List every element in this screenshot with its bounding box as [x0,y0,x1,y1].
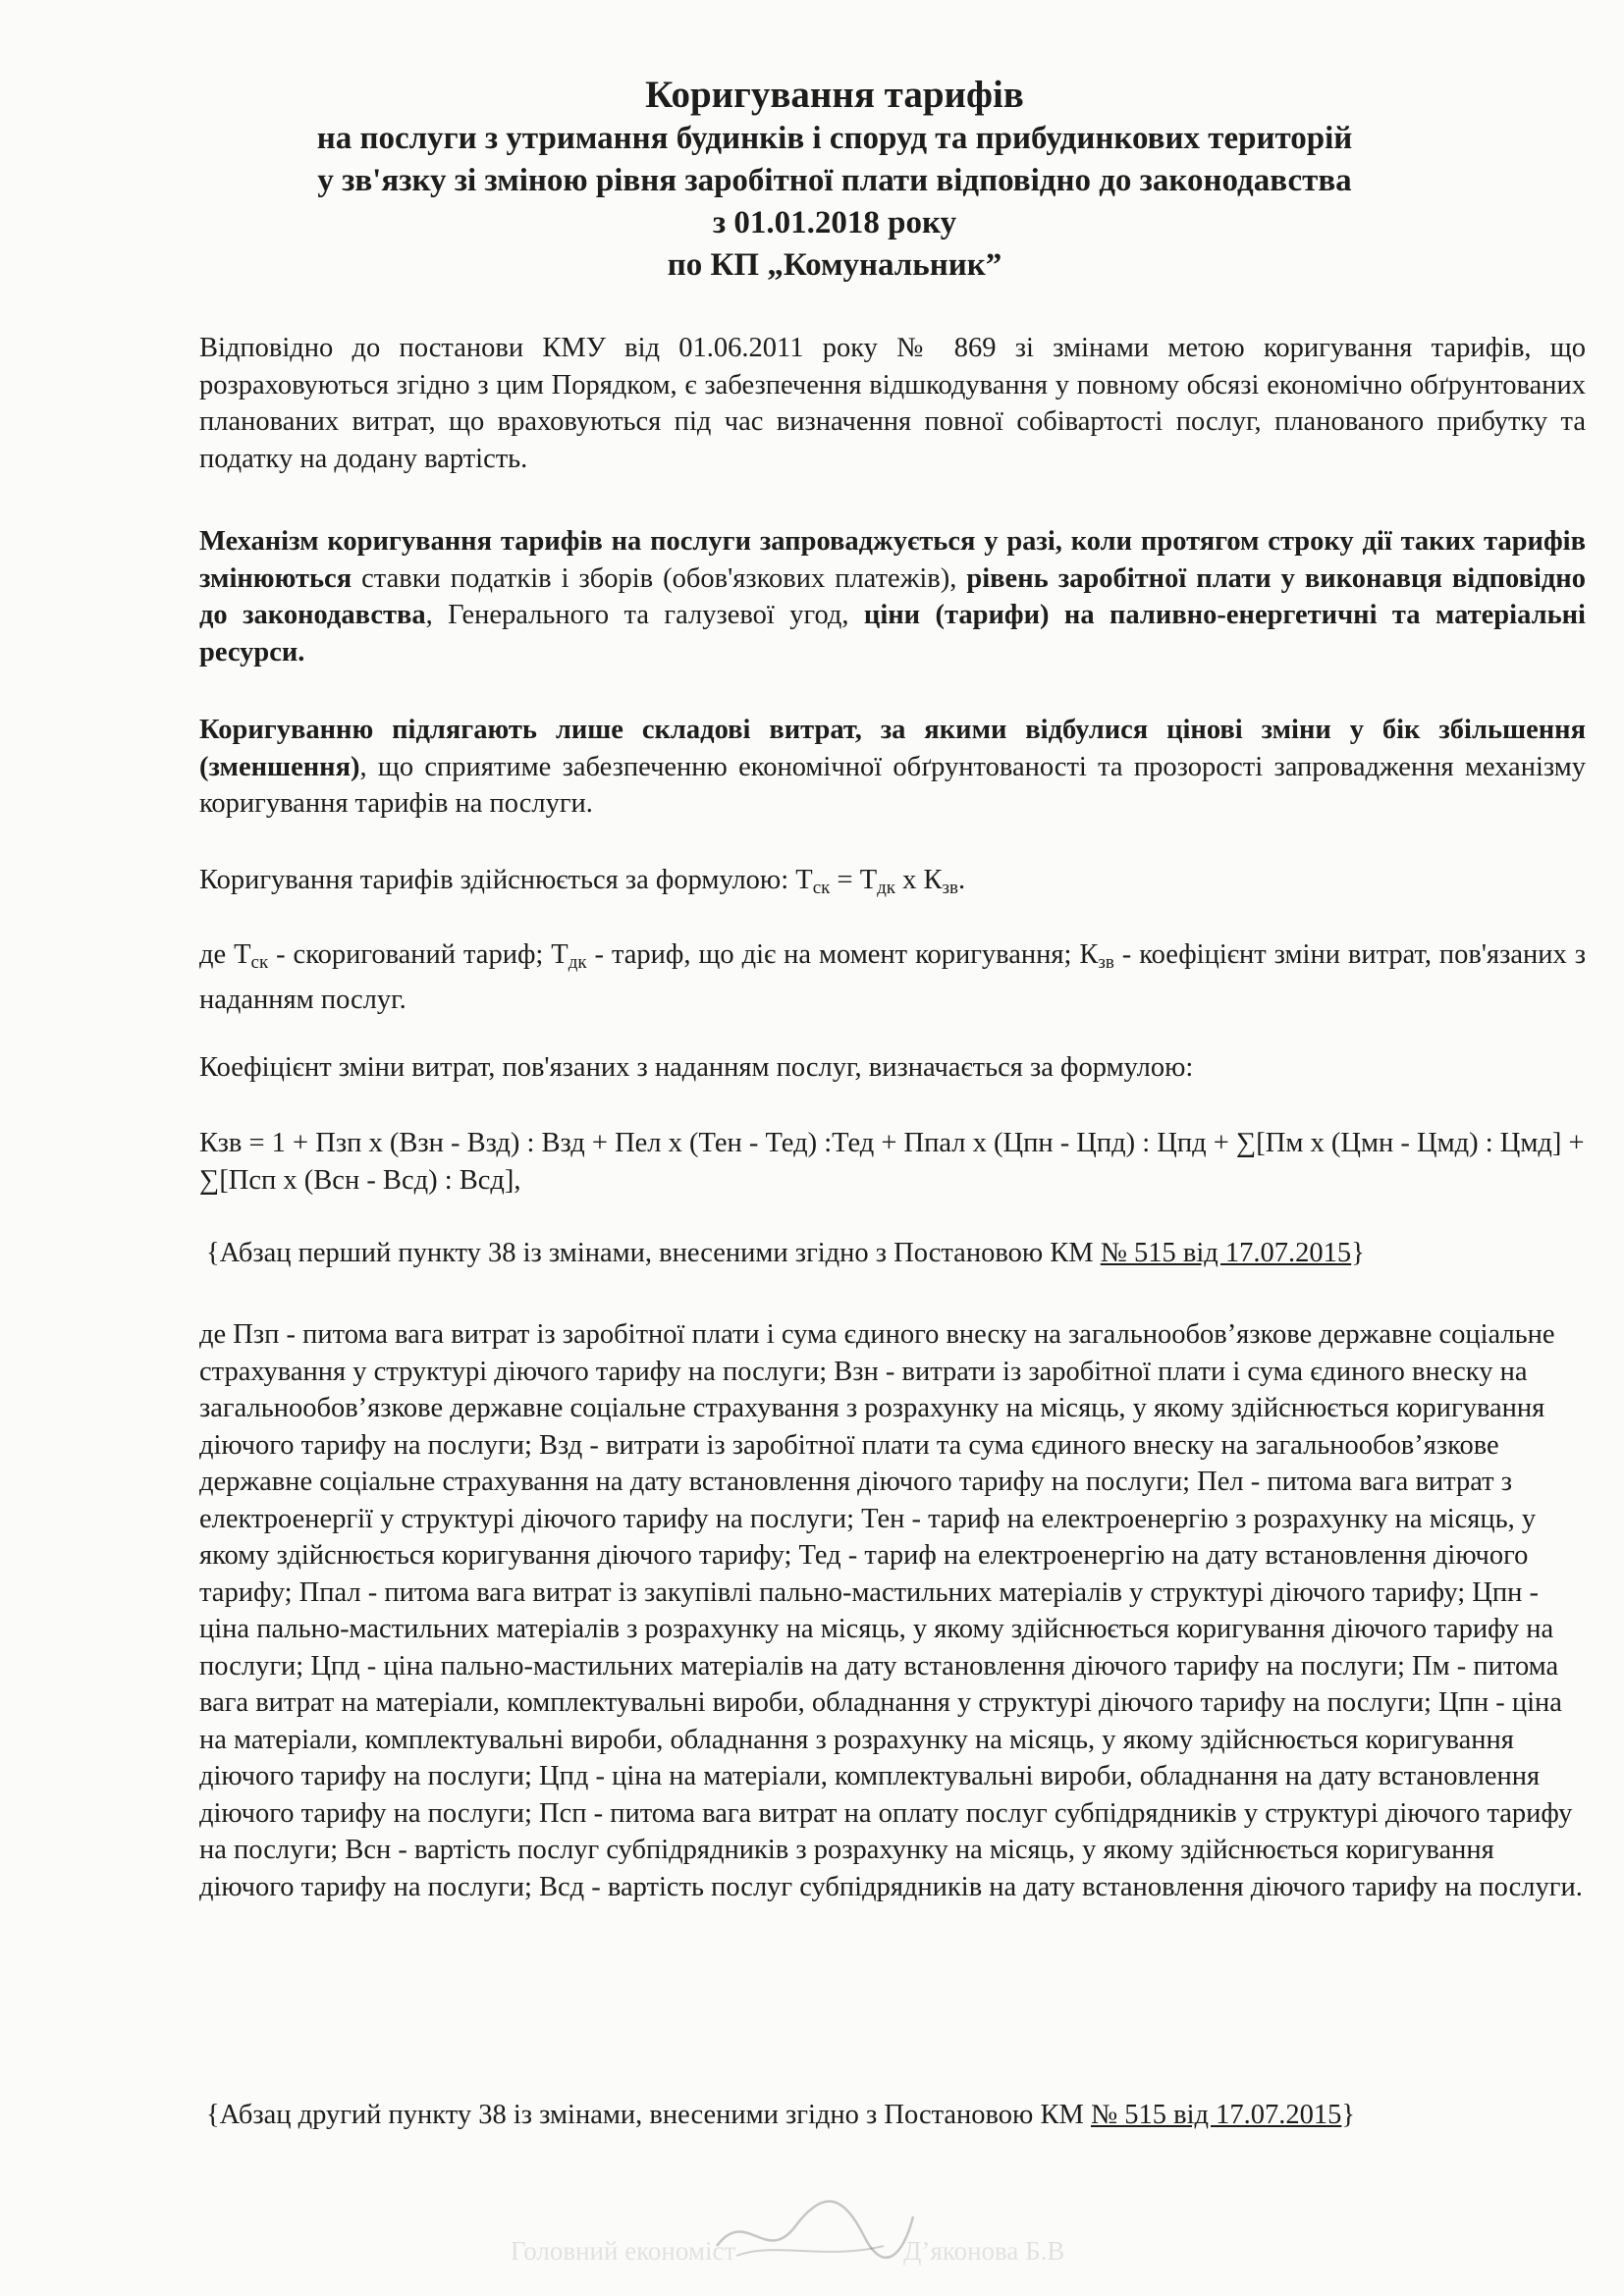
bleed-through-text: Д’яконова Б.В [903,2236,1065,2266]
where-k: К [1079,939,1099,970]
document-title [196,73,1473,287]
resolution-link[interactable]: № 515 від 17.07.2015 [1090,2100,1342,2130]
formula-tariff [199,862,1586,907]
note-paragraph-2 [206,2097,1593,2134]
formula-t: Т [795,865,813,895]
where-text: - коефіцієнт зміни витрат, пов'язаних з наданням послуг. [199,939,1586,1015]
paragraph-definitions: де Пзп - питома вага витрат із заробітної плати і сума єдиного внеску на загальнообов’язкове державне соціальне страхування у структурі діючого тарифу на послуги; Взн - витрати із заробітної плати і сума єдиного внеску на загальнообов’язкове державне соціальне страхування з розрахунку на місяць, у якому здійснюється коригування діючого тарифу на послуги; Взд - витрати із заробітної плати та сума єдиного внеску на загальнообов’язкове державне соціальне страхування на дату встановлення діючого тарифу на послуги; Пел - питома вага витрат з електроенергії у структурі діючого тарифу на послуги; Тен - тариф на електроенергію з розрахунку на місяць, у якому здійснюється коригування діючого тарифу; Тед - тариф на електроенергію на дату встановлення діючого тарифу; Ппал - питома вага витрат із закупівлі пально-мастильних матеріалів у структурі діючого тарифу; Цпн - ціна пально-мастильних матеріалів з розрахунку на місяць, у якому здійснюється коригування діючого тарифу на послуги; Цпд - ціна пально-мастильних матеріалів на дату встановлення діючого тарифу на послуги; Пм - питома вага витрат на матеріали, комплектувальні вироби, обладнання у структурі діючого тарифу на послуги; Цпн - ціна на матеріали, комплектувальні вироби, обладнання з розрахунку на місяць, у якому здійснюється коригування діючого тарифу на послуги; Цпд - ціна на матеріали, комплектувальні вироби, обладнання на дату встановлення діючого тарифу на послуги; Псп - питома вага витрат на оплату послуг субпідрядників у структурі діючого тарифу на послуги; Всн - вартість послуг субпідрядників з розрахунку на місяць, у якому здійснюється коригування діючого тарифу на послуги; Всд - вартість послуг субпідрядників на дату встановлення діючого тарифу на послуги. [199,1319,1583,1902]
where-t: Т [551,939,568,970]
adjustable-text: , що сприятиме забезпеченню економічної обґрунтованості та прозорості запровадження механізму коригування тарифів на послуги. [199,751,1586,819]
mechanism-bold-1: Механізм коригування тарифів на послуги запроваджується у разі, коли протягом строку дії таких тарифів змінюються [199,526,1586,594]
formula-sub: ск [812,878,831,898]
mechanism-text-1: ставки податків і зборів (обов'язкових платежів), [352,562,967,594]
title-line-3: у зв'язку зі зміною рівня заробітної плати відповідно до законодавства [317,163,1352,198]
paragraph-mechanism [199,523,1586,670]
mechanism-bold-3: ціни (тарифи) на паливно-енергетичні та матеріальні ресурси. [199,600,1586,667]
where-text: - скоригований тариф; [268,939,552,970]
formula-coefficient: Кзв = 1 + Пзп х (Взн - Взд) : Взд + Пел х (Тен - Тед) :Тед + Ппал х (Цпн - Цпд) : Цпд + ∑[Пм х (Цмн - Цмд) : Цмд] + ∑[Псп х (Всн - Всд) : Всд], [199,1128,1585,1196]
formula-k: К [923,865,943,895]
where-sub: ск [250,952,269,973]
title-line-1: Коригування тарифів [645,74,1024,116]
resolution-link[interactable]: № 515 від 17.07.2015 [1100,1238,1352,1268]
note-end: } [1341,2100,1356,2130]
adjustable-bold: Коригуванню підлягають лише складові витрат, за якими відбулися цінові зміни у бік збільшення (зменшення) [199,715,1586,782]
formula-sub: зв [942,878,959,898]
formula-t: Т [859,865,878,895]
mechanism-text-2: , Генерального та галузевої угод, [425,600,864,630]
paragraph-coefficient: Коефіцієнт зміни витрат, пов'язаних з наданням послуг, визначається за формулою: [199,1052,1194,1083]
where-sub: зв [1098,952,1114,973]
paragraph-where-1 [199,936,1586,1018]
where-sub: дк [568,952,587,973]
title-line-5: по КП „Комунальник” [667,247,1002,283]
title-line-4: з 01.01.2018 року [712,205,957,240]
note-end: } [1351,1238,1365,1268]
title-line-2: на послуги з утримання будинків і споруд та прибудинкових територій [316,121,1353,156]
where-text: де [199,939,235,970]
paragraph-intro: Відповідно до постанови КМУ від 01.06.2011 року № 869 зі змінами метою коригування тарифів, що розраховуються згідно з цим Порядком, є забезпечення відшкодування у повному обсязі економічно обґрунтованих планованих витрат, що враховуються під час визначення повної собівартості послуг, планованого прибутку та податку на додану вартість. [199,333,1586,474]
note-text: {Абзац другий пункту 38 із змінами, внесеними згідно з Постановою КМ [206,2100,1091,2130]
formula-x: х [895,865,924,895]
where-t: Т [234,939,251,970]
signature-mark [707,2187,923,2275]
note-paragraph-1 [206,1235,1593,1272]
formula-sub: дк [877,878,896,898]
formula-eq: = [830,865,860,895]
paragraph-adjustable [199,712,1586,823]
formula-end: . [958,865,966,895]
note-text: {Абзац перший пункту 38 із змінами, внесеними згідно з Постановою КМ [206,1238,1101,1268]
mechanism-bold-2: рівень заробітної плати у виконавця відповідно до законодавства [199,562,1586,630]
formula-intro: Коригування тарифів здійснюється за формулою: [199,865,796,895]
where-text: - тариф, що діє на момент коригування; [586,939,1080,970]
bleed-through-text: Головний економіст [511,2236,736,2266]
